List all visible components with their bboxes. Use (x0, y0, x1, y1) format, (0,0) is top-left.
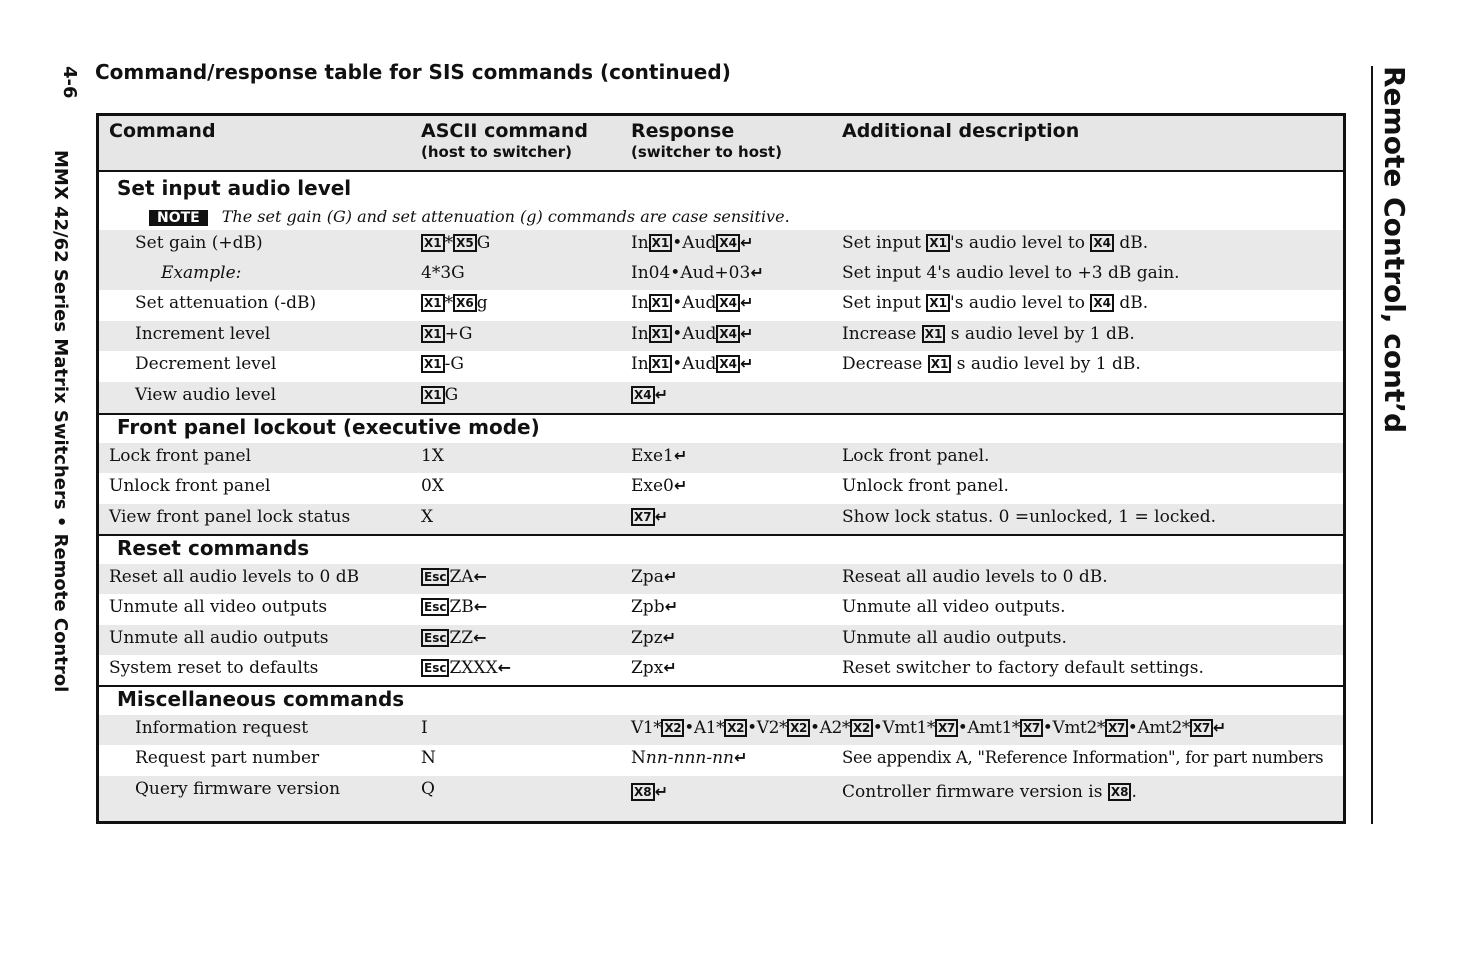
cell-text: s audio level by 1 dB. (945, 324, 1135, 344)
cell-text: -G (444, 354, 464, 374)
variable-box: X1 (421, 294, 445, 312)
note-badge: NOTE (149, 210, 208, 226)
section-lockout (99, 415, 1343, 443)
cell-text: • (684, 718, 694, 738)
response-cell (631, 597, 678, 617)
variable-box: X1 (928, 355, 952, 373)
section-title: Miscellaneous commands (117, 687, 405, 711)
ascii-cell (421, 385, 458, 405)
col-response (631, 120, 782, 161)
cell-text: 's audio level to (950, 293, 1091, 313)
cell-text: • (1042, 718, 1053, 738)
ascii-cell: Q (421, 779, 435, 799)
return-symbol-icon: ↵ (750, 263, 764, 282)
ascii-cell (421, 658, 511, 678)
return-symbol-icon: ↵ (663, 567, 678, 586)
header-text: Command (109, 120, 216, 142)
ascii-cell: I (421, 718, 428, 738)
description-cell: Unlock front panel. (842, 476, 1009, 496)
cell-text: dB. (1113, 233, 1149, 253)
response-cell (631, 748, 747, 768)
table-row (99, 776, 1343, 821)
col-command (109, 120, 216, 142)
note (149, 207, 790, 226)
section-title: Front panel lockout (executive mode) (117, 415, 540, 439)
variable-box: X4 (716, 355, 740, 373)
variable-box: X8 (1108, 783, 1132, 801)
variable-box: X2 (787, 719, 810, 737)
cell-text: V1* (631, 718, 662, 738)
cell-text: +G (444, 324, 473, 344)
return-symbol-icon: ↵ (740, 354, 754, 373)
return-symbol-icon: ↵ (664, 597, 678, 616)
return-symbol-icon: ↵ (654, 385, 669, 404)
cell-text: Amt2* (1137, 718, 1190, 738)
cell-text: •Aud (672, 324, 717, 344)
ascii-cell (421, 628, 486, 648)
variable-box: X7 (1020, 719, 1043, 737)
variable-box: X7 (935, 719, 958, 737)
page-title: Command/response table for SIS commands (continued) (95, 60, 731, 84)
note-text: The set gain (G) and set attenuation (g) commands are case sensitive. (221, 207, 790, 226)
description-cell: Show lock status. 0 =unlocked, 1 = locked. (842, 507, 1216, 527)
variable-box: X4 (1090, 234, 1114, 252)
command-cell: Unmute all audio outputs (109, 628, 329, 648)
table-row (99, 230, 1343, 290)
response-cell (631, 628, 676, 648)
side-footer: MMX 42/62 Series Matrix Switchers • Remote Control (50, 150, 71, 693)
table-row (99, 351, 1343, 382)
cell-text: Decrease (842, 354, 928, 374)
variable-box: X1 (649, 294, 673, 312)
example-ascii: 4*3G (421, 263, 465, 283)
section-title: Set input audio level (117, 176, 352, 200)
side-header: Remote Control, cont’d (1378, 66, 1411, 434)
command-cell: Set attenuation (-dB) (135, 293, 317, 313)
variable-box: X4 (1090, 294, 1114, 312)
ascii-cell: 0X (421, 476, 444, 496)
example-description: Set input 4's audio level to +3 dB gain. (842, 263, 1180, 283)
cell-text: G (444, 385, 459, 405)
command-cell: Unlock front panel (109, 476, 271, 496)
cell-text: Controller firmware version is (842, 782, 1108, 802)
command-cell: Information request (135, 718, 309, 738)
return-symbol-icon: ↵ (654, 507, 669, 526)
description-cell: Reseat all audio levels to 0 dB. (842, 567, 1108, 587)
command-cell: Query firmware version (135, 779, 341, 799)
cell-text: Vmt1* (882, 718, 935, 738)
cell-text: Exe1 (631, 446, 674, 466)
response-cell (631, 718, 1226, 738)
response-cell (631, 658, 677, 678)
header-text: ASCII command (421, 120, 588, 142)
ascii-cell (421, 567, 487, 587)
return-symbol-icon: ↵ (740, 293, 754, 312)
table-row (99, 504, 1343, 534)
section-title: Reset commands (117, 536, 310, 560)
cell-text: ZXXX (449, 658, 498, 678)
response-cell (631, 233, 753, 253)
description-cell: Unmute all audio outputs. (842, 628, 1067, 648)
command-cell: View front panel lock status (109, 507, 351, 527)
cell-text: G (476, 233, 491, 253)
variable-box: X1 (922, 325, 946, 343)
variable-box: X7 (1190, 719, 1213, 737)
section-audio (99, 173, 1343, 202)
description-cell: See appendix A, "Reference Information", for part numbers (842, 748, 1324, 767)
response-cell (631, 354, 753, 374)
cell-text: A2* (819, 718, 850, 738)
command-cell: View audio level (135, 385, 277, 405)
table-row (99, 625, 1343, 655)
cell-text: Zpb (631, 597, 665, 617)
page-number: 4-6 (59, 66, 80, 99)
cell-text: A1* (693, 718, 725, 738)
return-symbol-icon: ← (473, 597, 488, 616)
ascii-cell: X (421, 507, 434, 527)
variable-box: X7 (1105, 719, 1128, 737)
return-symbol-icon: ↵ (673, 476, 688, 495)
ascii-cell (421, 597, 487, 617)
response-cell (631, 446, 687, 466)
return-symbol-icon: ↵ (654, 782, 669, 801)
variable-box: Esc (421, 659, 449, 677)
command-cell: System reset to defaults (109, 658, 319, 678)
ascii-cell: X1 * X6 g (421, 293, 488, 313)
cell-text: •Aud (672, 293, 717, 313)
variable-box: X2 (850, 719, 873, 737)
description-cell (842, 782, 1137, 802)
command-cell: Unmute all video outputs (109, 597, 328, 617)
cell-text: In (631, 354, 649, 374)
variable-box: Esc (421, 629, 449, 647)
cell-text: •Aud (672, 354, 717, 374)
right-rule (1371, 66, 1373, 824)
cell-text: Zpx (631, 658, 664, 678)
ascii-cell: X1 * X5 G (421, 233, 490, 253)
cell-text: g (476, 293, 488, 313)
variable-box: X1 (926, 294, 950, 312)
table-row (99, 564, 1343, 594)
return-symbol-icon: ↵ (662, 628, 677, 647)
variable-box: X7 (631, 508, 655, 526)
variable-box: X4 (631, 386, 655, 404)
cell-text: . (1131, 782, 1137, 802)
return-symbol-icon: ↵ (740, 233, 754, 252)
variable-box: X4 (716, 294, 740, 312)
variable-box: X1 (649, 234, 673, 252)
variable-box: X2 (661, 719, 684, 737)
cell-text: • (1127, 718, 1138, 738)
description-cell (842, 293, 1148, 313)
cell-text: N (631, 748, 646, 768)
variable-box: X4 (716, 234, 740, 252)
header-text: Response (631, 120, 735, 142)
table-header (99, 116, 1343, 172)
cell-text: In (631, 233, 649, 253)
return-symbol-icon: ↵ (1212, 718, 1226, 737)
cell-text: nn-nnn-nn (645, 748, 735, 768)
return-symbol-icon: ← (473, 628, 487, 647)
col-description (842, 120, 1079, 142)
table-row (99, 473, 1343, 504)
ascii-cell (421, 354, 464, 374)
cell-text: Zpz (631, 628, 663, 648)
description-cell: Unmute all video outputs. (842, 597, 1066, 617)
ascii-cell: 1X (421, 446, 444, 466)
header-text: (host to switcher) (421, 143, 572, 161)
cell-text: In04•Aud+03 (631, 263, 751, 283)
table-row (99, 655, 1343, 685)
cell-text: dB. (1113, 293, 1149, 313)
example-label: Example: (161, 263, 242, 283)
command-cell: Reset all audio levels to 0 dB (109, 567, 360, 587)
table-row (99, 290, 1343, 321)
cell-text: In (631, 293, 649, 313)
response-cell (631, 567, 677, 587)
command-cell: Lock front panel (109, 446, 252, 466)
variable-box: X1 (421, 325, 445, 343)
cell-text: In (631, 324, 649, 344)
variable-box: X8 (631, 783, 655, 801)
variable-box: Esc (421, 568, 449, 586)
table-row (99, 443, 1343, 473)
cell-text: V2* (756, 718, 788, 738)
ascii-cell (421, 324, 472, 344)
command-cell: Set gain (+dB) (135, 233, 263, 253)
table-row (99, 594, 1343, 625)
cell-text: •Aud (672, 233, 717, 253)
cell-text: Vmt2* (1052, 718, 1105, 738)
cell-text: Exe0 (631, 476, 674, 496)
section-misc (99, 687, 1343, 715)
variable-box: Esc (421, 598, 449, 616)
ascii-cell: N (421, 748, 436, 768)
cell-text: Set input (842, 233, 927, 253)
variable-box: X2 (724, 719, 747, 737)
response-cell (631, 293, 753, 313)
description-cell (842, 324, 1135, 344)
response-cell (631, 476, 687, 496)
description-cell: Reset switcher to factory default settings. (842, 658, 1204, 678)
cell-text: • (957, 718, 968, 738)
description-cell: Lock front panel. (842, 446, 990, 466)
cell-text: • (809, 718, 820, 738)
return-symbol-icon: ↵ (740, 324, 754, 343)
variable-box: X5 (453, 234, 477, 252)
table-row (99, 382, 1343, 413)
cell-text: s audio level by 1 dB. (951, 354, 1141, 374)
description-cell (842, 354, 1141, 374)
cell-text: Increase (842, 324, 922, 344)
variable-box: X1 (649, 355, 673, 373)
command-cell: Request part number (135, 748, 320, 768)
table-row (99, 321, 1343, 351)
example-response (631, 263, 764, 283)
note-row (99, 202, 1343, 230)
cell-text: • (747, 718, 757, 738)
cell-text: ZB (449, 597, 474, 617)
variable-box: X1 (926, 234, 950, 252)
command-table (96, 113, 1346, 824)
cell-text: Set input (842, 293, 927, 313)
return-symbol-icon: ↵ (734, 748, 748, 767)
response-cell (631, 324, 753, 344)
table-row (99, 715, 1343, 745)
return-symbol-icon: ← (497, 658, 511, 677)
variable-box: X4 (716, 325, 740, 343)
command-cell: Increment level (135, 324, 271, 344)
header-text: Additional description (842, 120, 1080, 142)
cell-text: • (872, 718, 883, 738)
variable-box: X6 (453, 294, 477, 312)
variable-box: X1 (421, 386, 445, 404)
col-ascii (421, 120, 588, 161)
response-cell (631, 507, 668, 527)
cell-text: Zpa (631, 567, 664, 587)
variable-box: X1 (649, 325, 673, 343)
cell-text: Amt1* (967, 718, 1020, 738)
response-cell (631, 385, 668, 405)
variable-box: X1 (421, 234, 445, 252)
header-text: (switcher to host) (631, 143, 782, 161)
command-cell: Decrement level (135, 354, 277, 374)
return-symbol-icon: ← (473, 567, 487, 586)
cell-text: 's audio level to (950, 233, 1091, 253)
section-reset (99, 536, 1343, 564)
table-row (99, 745, 1343, 776)
return-symbol-icon: ↵ (663, 658, 677, 677)
variable-box: X1 (421, 355, 445, 373)
description-cell (842, 233, 1148, 253)
response-cell (631, 782, 668, 802)
cell-text: ZA (449, 567, 474, 587)
cell-text: ZZ (449, 628, 474, 648)
return-symbol-icon: ↵ (673, 446, 688, 465)
